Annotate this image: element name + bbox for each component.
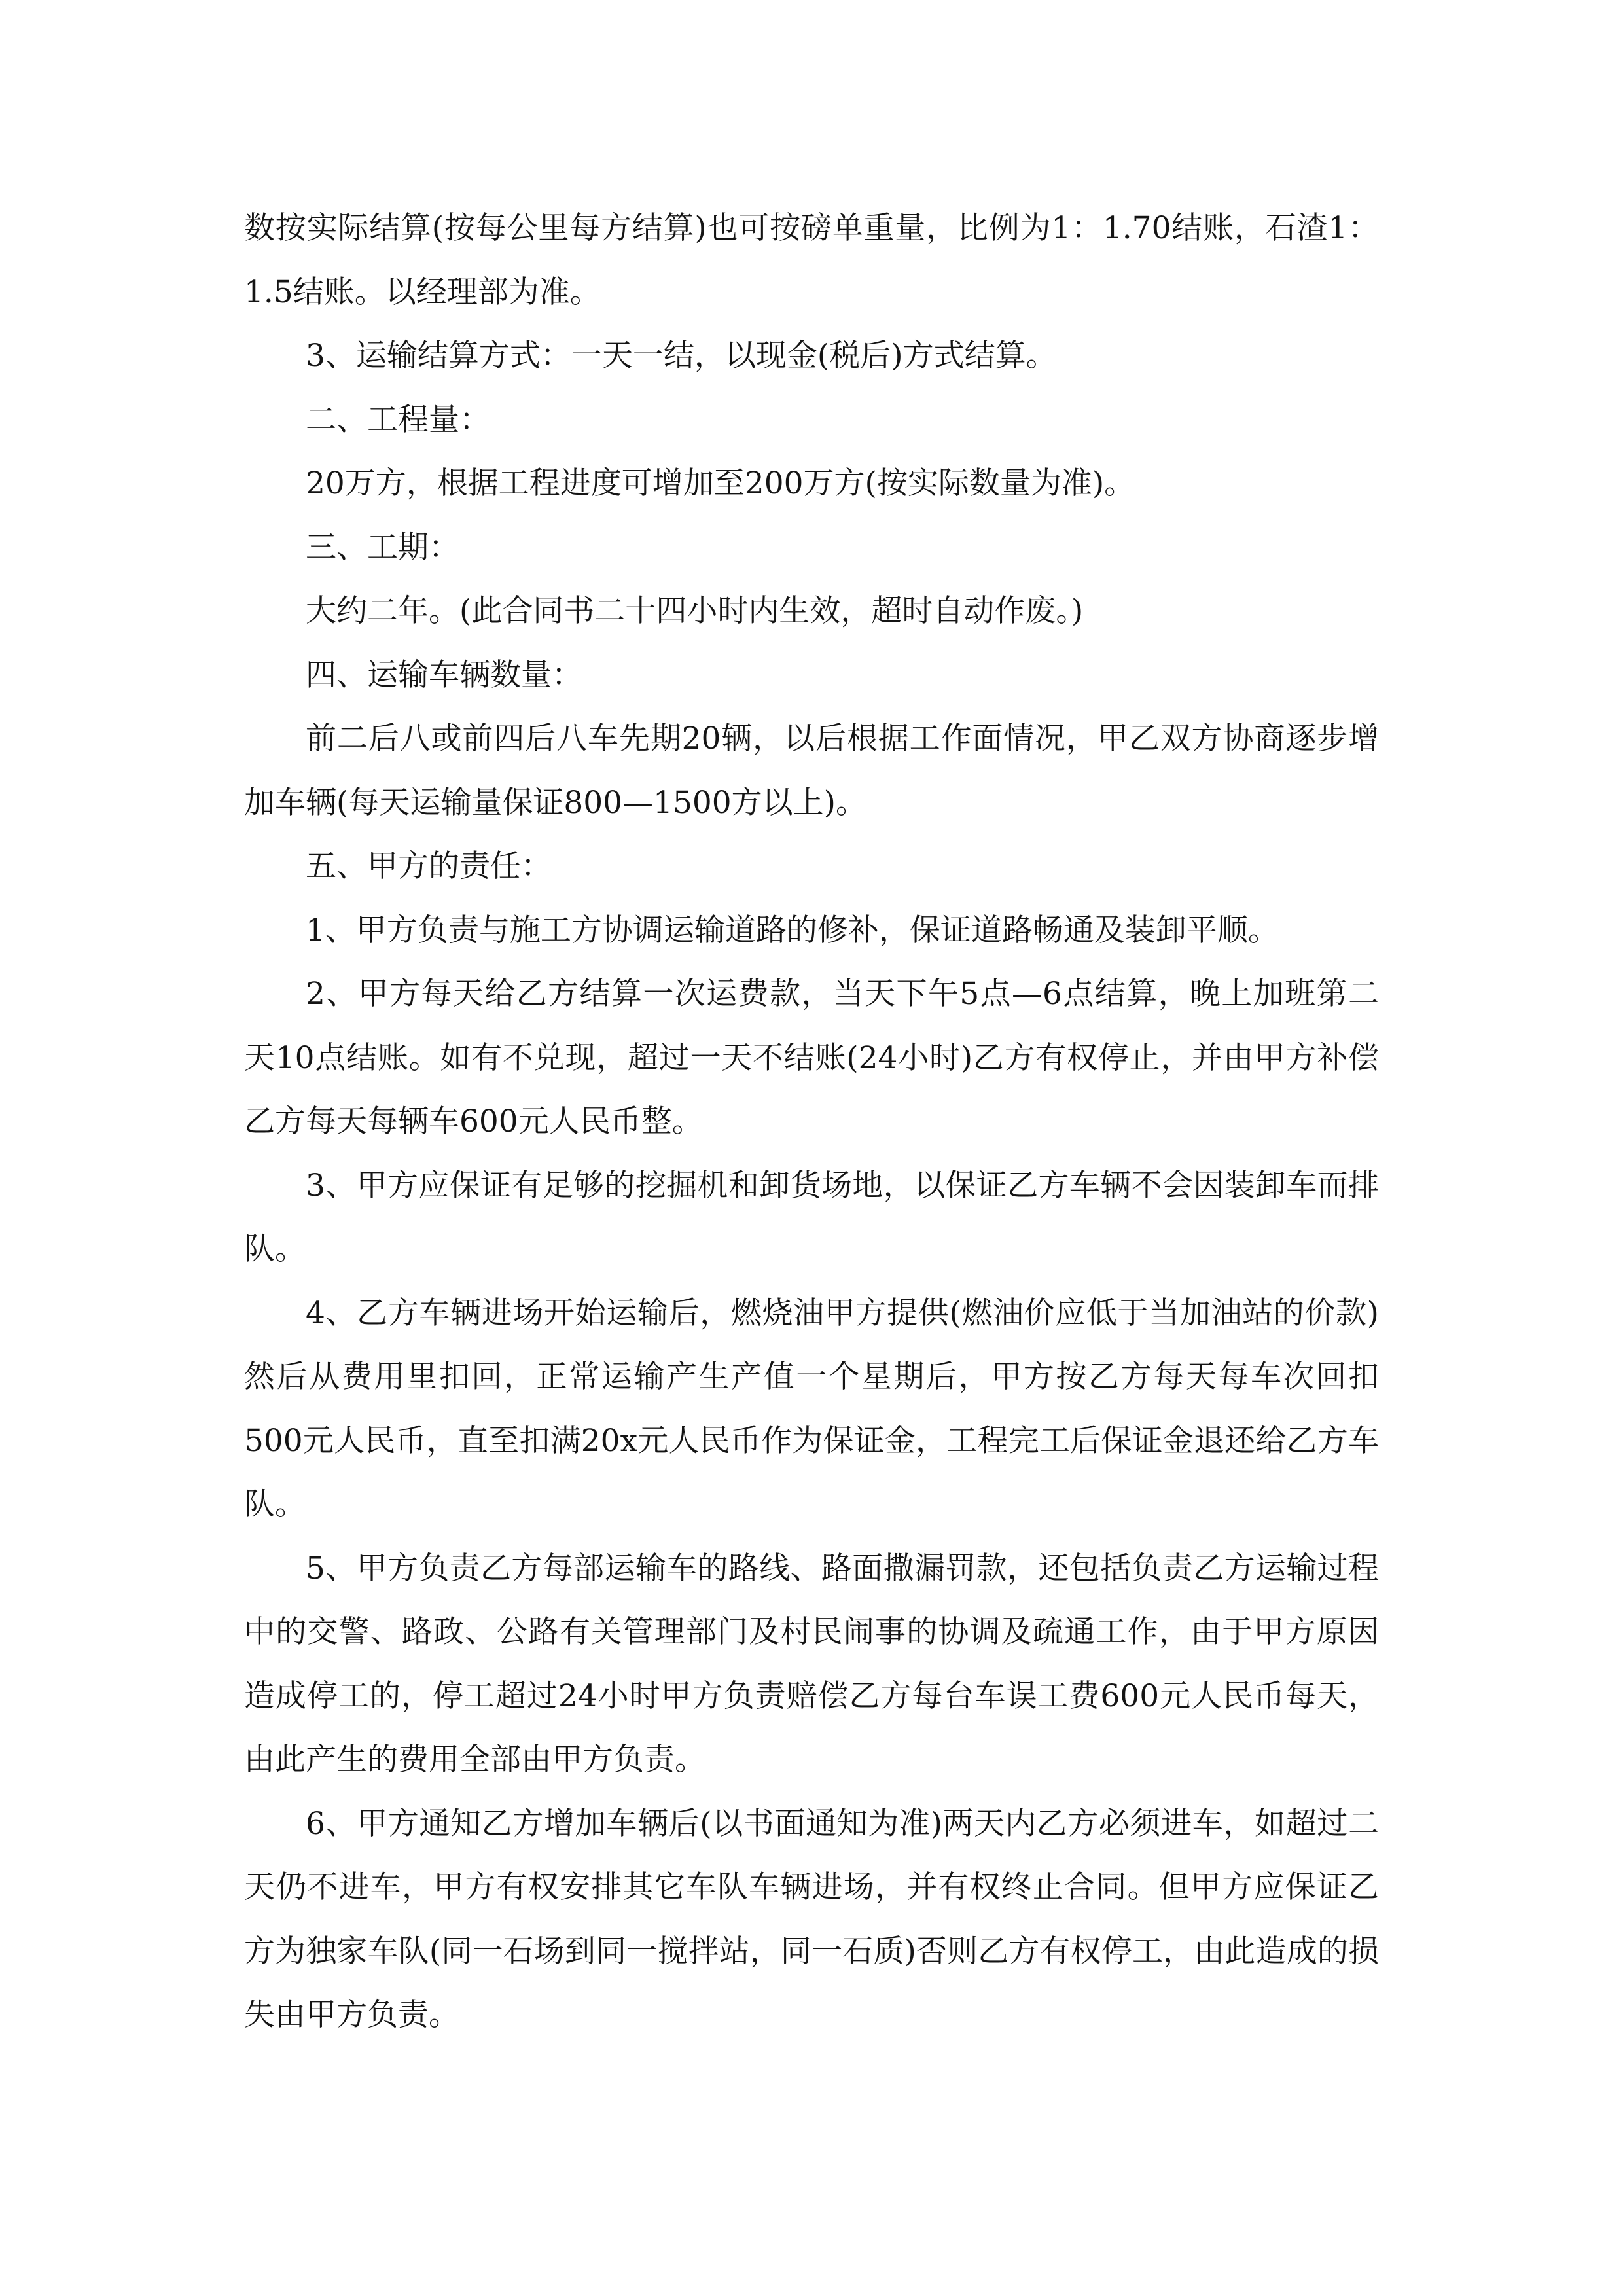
clause-3: 3、甲方应保证有足够的挖掘机和卸货场地，以保证乙方车辆不会因装卸车而排队。 xyxy=(244,1167,1379,1267)
section-heading-vehicle-count: 四、运输车辆数量： xyxy=(306,656,582,693)
clause-2: 2、甲方每天给乙方结算一次运费款，当天下午5点—6点结算，晚上加班第二天10点结账。如有不兑现，超过一天不结账(24小时)乙方有权停止，并由甲方补偿乙方每天每辆车600元人民币整。 xyxy=(244,976,1379,1139)
paragraph-continuation: 数按实际结算(按每公里每方结算)也可按磅单重量，比例为1：1.70结账，石渣1：1.5结账。以经理部为准。 xyxy=(244,210,1379,310)
section-heading-workload: 二、工程量： xyxy=(306,401,490,438)
paragraph-workload: 20万方，根据工程进度可增加至200万方(按实际数量为准)。 xyxy=(306,465,1135,501)
paragraph-vehicle-count: 前二后八或前四后八车先期20辆，以后根据工作面情况，甲乙双方协商逐步增加车辆(每天运输量保证800—1500方以上)。 xyxy=(244,721,1379,821)
document-body xyxy=(244,196,1379,2047)
paragraph-duration: 大约二年。(此合同书二十四小时内生效，超时自动作废。) xyxy=(306,593,1084,629)
clause-6: 6、甲方通知乙方增加车辆后(以书面通知为准)两天内乙方必须进车，如超过二天仍不进车，甲方有权安排其它车队车辆进场，并有权终止合同。但甲方应保证乙方为独家车队(同一石场到同一搅拌站，同一石质)否则乙方有权停工，由此造成的损失由甲方负责。 xyxy=(244,1805,1379,2033)
section-heading-party-a-duties: 五、甲方的责任： xyxy=(306,848,552,884)
paragraph-settlement-method: 3、运输结算方式：一天一结，以现金(税后)方式结算。 xyxy=(306,338,1057,374)
clause-5: 5、甲方负责乙方每部运输车的路线、路面撒漏罚款，还包括负责乙方运输过程中的交警、路政、公路有关管理部门及村民闹事的协调及疏通工作，由于甲方原因造成停工的，停工超过24小时甲方负责赔偿乙方每台车误工费600元人民币每天，由此产生的费用全部由甲方负责。 xyxy=(244,1550,1379,1778)
clause-4: 4、乙方车辆进场开始运输后，燃烧油甲方提供(燃油价应低于当加油站的价款)然后从费用里扣回，正常运输产生产值一个星期后，甲方按乙方每天每车次回扣500元人民币，直至扣满20x元人民币作为保证金，工程完工后保证金退还给乙方车队。 xyxy=(244,1295,1379,1522)
section-heading-duration: 三、工期： xyxy=(306,529,459,565)
clause-1: 1、甲方负责与施工方协调运输道路的修补，保证道路畅通及装卸平顺。 xyxy=(306,912,1279,948)
